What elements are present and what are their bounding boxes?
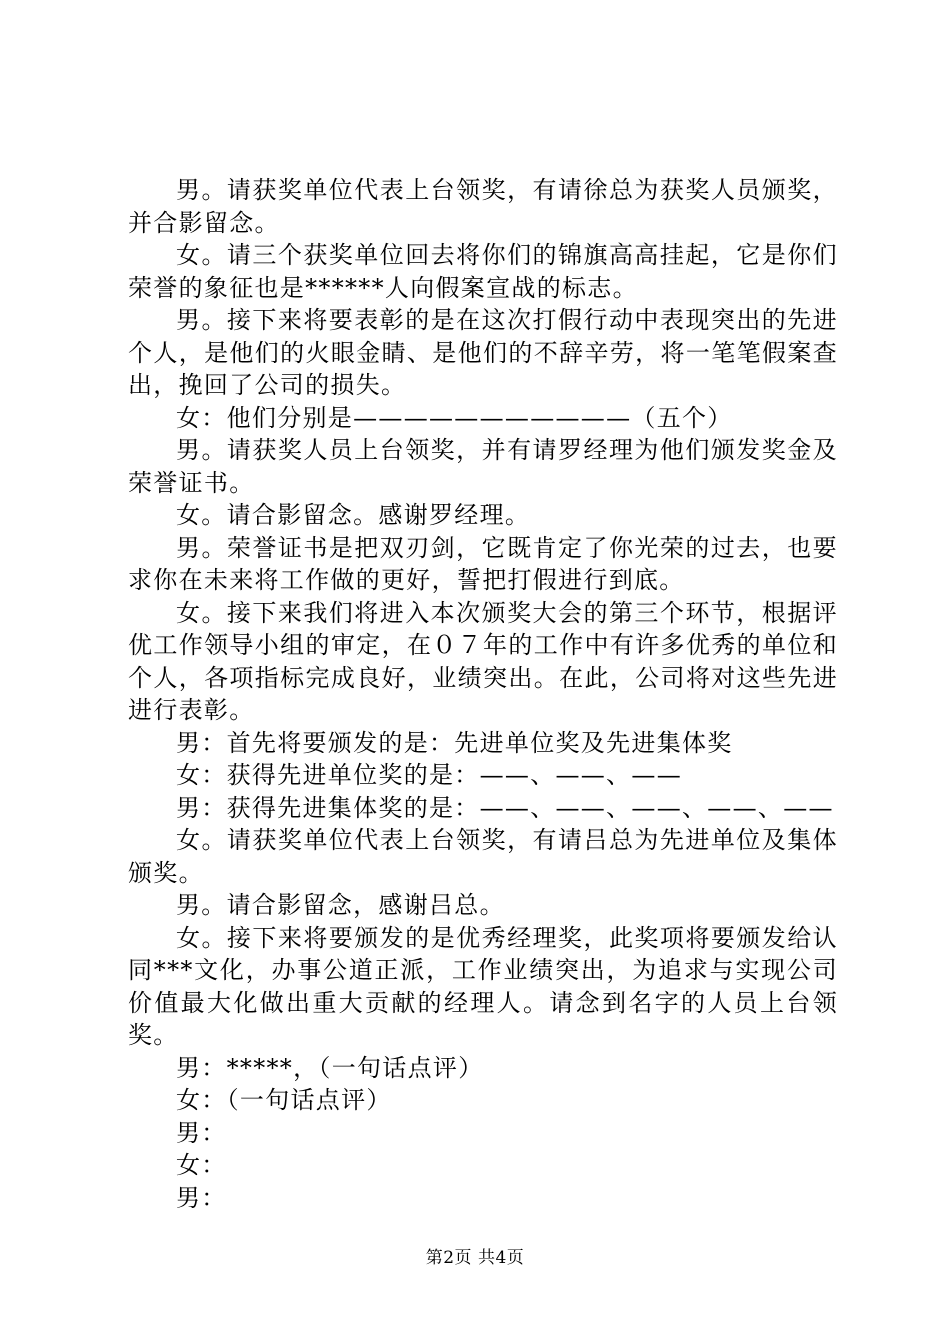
paragraph: 男：*****，（一句话点评） <box>176 1053 484 1082</box>
paragraph: 男。请合影留念，感谢吕总。 <box>176 891 505 919</box>
paragraph: 女。请合影留念。感谢罗经理。 <box>176 501 531 529</box>
paragraph: 女。接下来将要颁发的是优秀经理奖，此奖项将要颁发给认同***文化，办事公道正派，工作业绩突出，为追求与实现公司价值最大化做出重大贡献的经理人。请念到名字的人员上台领奖。 <box>128 923 838 1049</box>
page-number-footer: 第2页 共4页 <box>425 1248 525 1268</box>
paragraph: 男：首先将要颁发的是：先进单位奖及先进集体奖 <box>176 728 733 757</box>
paragraph: 女： <box>176 1151 227 1179</box>
paragraph: 男。荣誉证书是把双刃剑，它既肯定了你光荣的过去，也要求你在未来将工作做的更好，誓把打假进行到底。 <box>128 533 838 594</box>
paragraph: 男。接下来将要表彰的是在这次打假行动中表现突出的先进个人，是他们的火眼金睛、是他们的不辞辛劳，将一笔笔假案查出，挽回了公司的损失。 <box>128 306 838 399</box>
document-body <box>128 174 838 1214</box>
paragraph: 女：他们分别是———————————（五个） <box>176 403 733 432</box>
paragraph: 女。请三个获奖单位回去将你们的锦旗高高挂起，它是你们荣誉的象征也是******人向假案宣战的标志。 <box>128 241 838 302</box>
paragraph: 女：获得先进单位奖的是：——、——、—— <box>176 761 682 789</box>
paragraph: 男。请获奖单位代表上台领奖，有请徐总为获奖人员颁奖，并合影留念。 <box>128 176 838 237</box>
paragraph: 女。接下来我们将进入本次颁奖大会的第三个环节，根据评优工作领导小组的审定，在０７年的工作中有许多优秀的单位和个人，各项指标完成良好，业绩突出。在此，公司将对这些先进进行表彰。 <box>128 598 838 724</box>
paragraph: 女：（一句话点评） <box>176 1086 392 1114</box>
paragraph: 女。请获奖单位代表上台领奖，有请吕总为先进单位及集体颁奖。 <box>128 826 838 887</box>
paragraph: 男： <box>176 1183 227 1212</box>
paragraph: 男。请获奖人员上台领奖，并有请罗经理为他们颁发奖金及荣誉证书。 <box>128 436 838 497</box>
paragraph: 男： <box>176 1118 227 1147</box>
paragraph: 男：获得先进集体奖的是：——、——、——、——、—— <box>176 793 834 822</box>
